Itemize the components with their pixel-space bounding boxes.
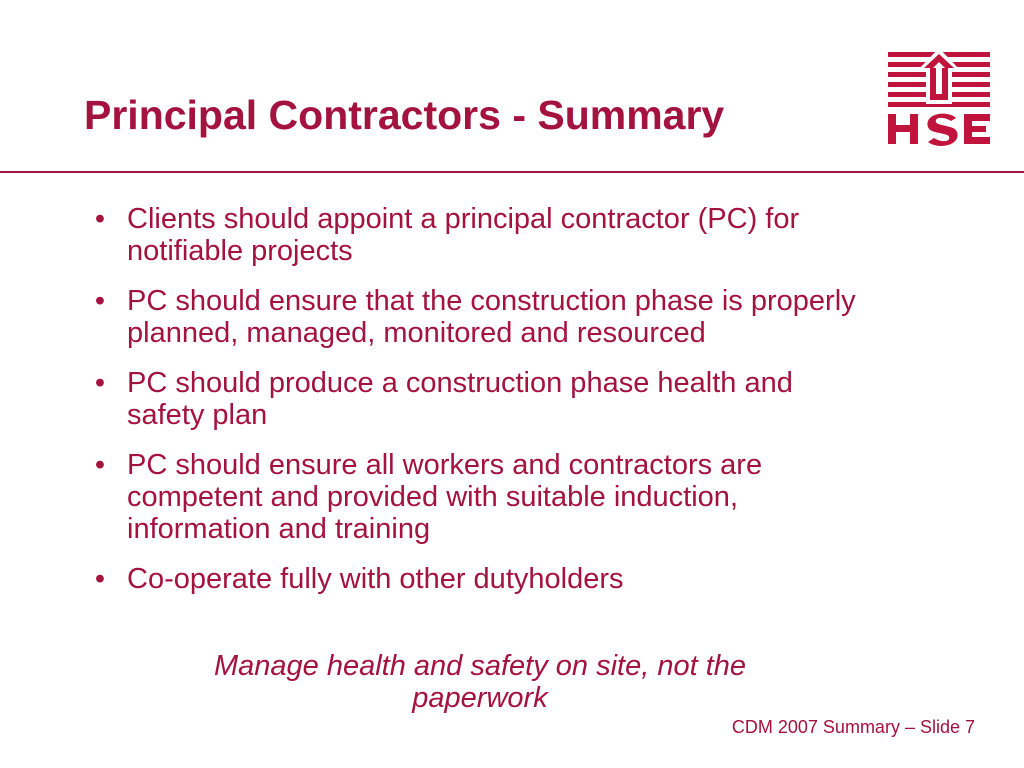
hse-logo	[884, 44, 994, 148]
slide-title: Principal Contractors - Summary	[84, 92, 725, 138]
bullet-icon: •	[94, 285, 106, 317]
slide-footer: CDM 2007 Summary – Slide 7	[731, 717, 975, 737]
list-item	[90, 449, 890, 545]
bullet-icon: •	[94, 563, 106, 595]
bullet-text: Co-operate fully with other dutyholders	[127, 563, 624, 595]
list-item	[90, 203, 890, 267]
bullet-list	[90, 203, 890, 613]
list-item	[90, 367, 890, 431]
bullet-text: PC should ensure that the construction phase is properly planned, managed, monitored and resourced	[127, 285, 856, 349]
tagline: Manage health and safety on site, not the paperwork	[213, 650, 747, 714]
bullet-icon: •	[94, 203, 106, 235]
list-item	[90, 563, 890, 595]
title-divider	[0, 171, 1024, 173]
bullet-text: Clients should appoint a principal contractor (PC) for notifiable projects	[127, 203, 800, 267]
bullet-icon: •	[94, 449, 106, 481]
hse-logo-icon	[884, 44, 994, 148]
bullet-text: PC should ensure all workers and contractors are competent and provided with suitable induction, information and training	[127, 449, 763, 545]
list-item	[90, 285, 890, 349]
bullet-text: PC should produce a construction phase health and safety plan	[127, 367, 793, 431]
bullet-icon: •	[94, 367, 106, 399]
